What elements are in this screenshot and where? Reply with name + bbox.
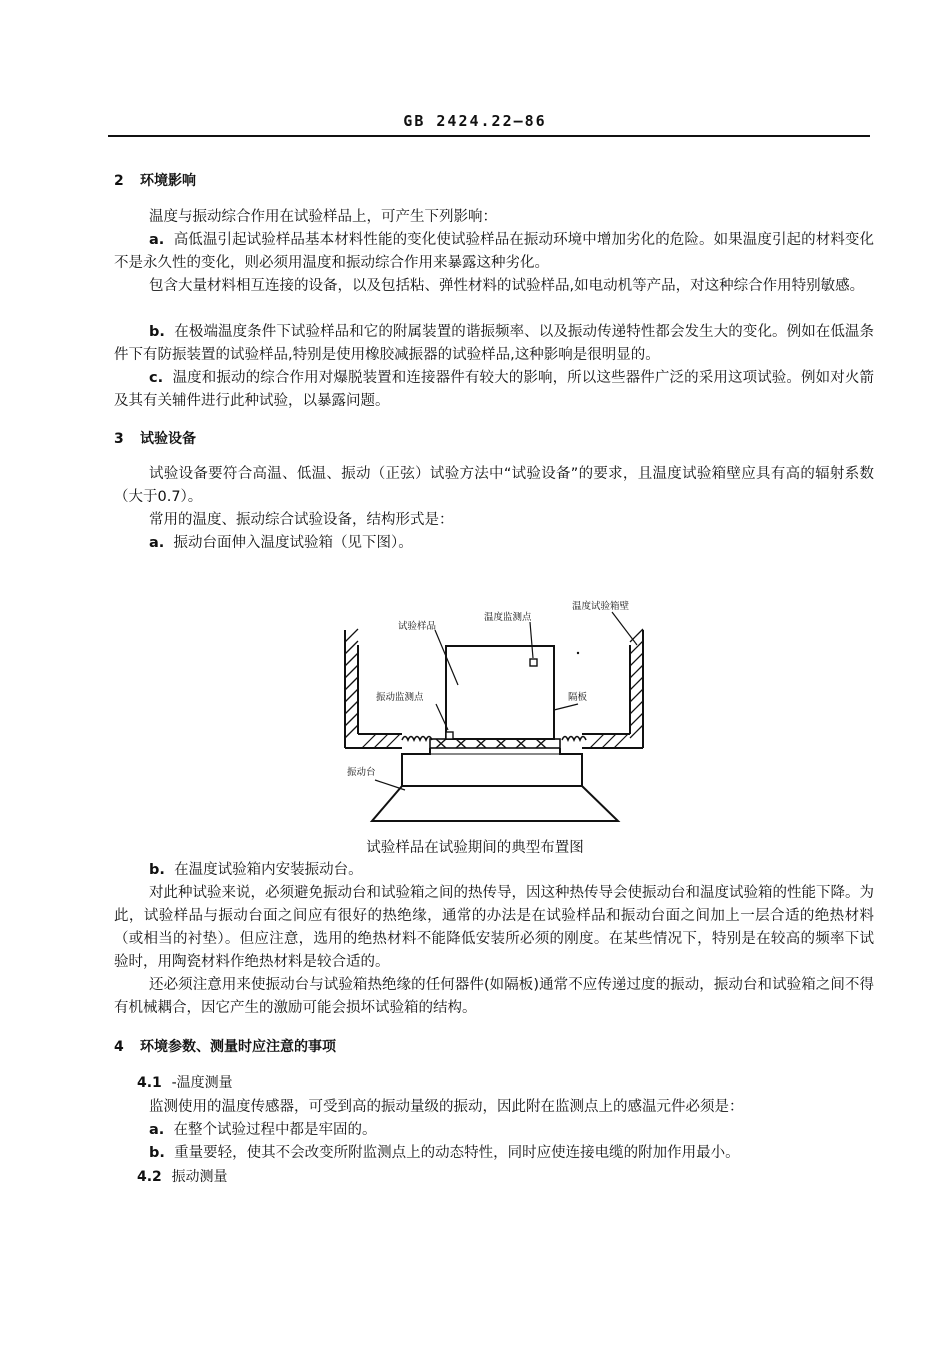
- figure-caption: 试验样品在试验期间的典型布置图: [366, 840, 584, 856]
- partition-seal-right: [562, 737, 586, 741]
- section-2-intro: 温度与振动综合作用在试验样品上，可产生下列影响：: [149, 209, 497, 225]
- temperature-monitor-point: [530, 659, 537, 666]
- item-label: c.: [149, 370, 164, 386]
- chamber-wall-left: [345, 629, 358, 748]
- section-4-1-item-b: [114, 1142, 874, 1165]
- section-3-para-3: 对此种试验来说，必须避免振动台和试验箱之间的热传导，因这种热传导会使振动台和温度试验箱的性能下降。为此，试验样品与振动台面之间应有很好的热绝缘，通常的办法是在试验样品和振动台面之间加上一层合适的绝热材料（或相当的衬垫）。但应注意，选用的绝热材料不能降低安装所必须的刚度。在某些情况下，特别是在较高的频率下试验时，用陶瓷材料作绝热材料是较合适的。: [114, 885, 874, 970]
- section-3-item-b: [114, 859, 874, 882]
- section-4-1-intro: 监测使用的温度传感器，可受到高的振动量级的振动，因此附在监测点上的感温元件必须是：: [149, 1099, 744, 1115]
- label-vib-point: 振动监测点: [376, 692, 424, 703]
- section-2-item-a: [114, 229, 874, 275]
- standard-header: GB 2424.22—86: [403, 112, 547, 130]
- item-text: 在温度试验箱内安装振动台。: [174, 862, 363, 878]
- label-temp-point: 温度监测点: [484, 612, 532, 623]
- chamber-wall-right: [630, 629, 643, 748]
- header-rule: [108, 135, 870, 137]
- section-title: 环境影响: [140, 173, 196, 189]
- section-number: 3: [114, 431, 124, 447]
- vibration-monitor-point: [446, 732, 453, 739]
- item-text: 温度和振动的综合作用对爆脱装置和连接器件有较大的影响，所以这些器件广泛的采用这项试验。例如对火箭及其有关辅件进行此种试验，以暴露问题。: [114, 370, 874, 409]
- item-text: 在整个试验过程中都是牢固的。: [173, 1122, 377, 1138]
- section-3-para-2: 常用的温度、振动综合试验设备，结构形式是：: [149, 512, 454, 528]
- section-4-2-heading: [137, 1166, 837, 1189]
- item-label: b.: [149, 1145, 165, 1161]
- subsection-title: 振动测量: [171, 1169, 228, 1185]
- partition-seal-left: [402, 737, 432, 741]
- vibration-table: [372, 748, 618, 821]
- section-3-para-1: 试验设备要符合高温、低温、振动（正弦）试验方法中“试验设备”的要求，且温度试验箱壁应具有高的辐射系数（大于0.7）。: [114, 466, 874, 505]
- subsection-title: -温度测量: [171, 1075, 233, 1091]
- section-title: 环境参数、测量时应注意的事项: [140, 1039, 336, 1055]
- label-partition: 隔板: [568, 692, 588, 703]
- subsection-number: 4.1: [137, 1075, 162, 1091]
- item-label: a.: [149, 232, 165, 248]
- item-label: a.: [149, 1122, 165, 1138]
- label-wall: 温度试验箱壁: [572, 601, 630, 612]
- figure-layout-diagram: [340, 590, 660, 834]
- section-3-heading: [114, 428, 874, 451]
- section-title: 试验设备: [140, 431, 196, 447]
- item-label: b.: [149, 324, 165, 340]
- section-number: 2: [114, 173, 124, 189]
- section-2-item-b: [114, 321, 874, 367]
- test-sample: [446, 646, 554, 739]
- section-2-item-c: [114, 367, 874, 413]
- item-label: a.: [149, 535, 165, 551]
- item-text: 高低温引起试验样品基本材料性能的变化使试验样品在振动环境中增加劣化的危险。如果温度引起的材料变化不是永久性的变化，则必须用温度和振动综合作用来暴露这种劣化。: [114, 232, 875, 271]
- insulation-layer: [430, 739, 560, 748]
- section-3-item-a: [114, 532, 874, 555]
- section-2-heading: [114, 170, 874, 193]
- section-4-1-heading: [137, 1072, 837, 1095]
- section-3-para-4: 还必须注意用来使振动台与试验箱热绝缘的任何器件(如隔板)通常不应传递过度的振动，振动台和试验箱之间不得有机械耦合，因它产生的激励可能会损坏试验箱的结构。: [114, 977, 874, 1016]
- item-text: 重量要轻，使其不会改变所附监测点上的动态特性，同时应使连接电缆的附加作用最小。: [174, 1145, 740, 1161]
- item-text: 在极端温度条件下试验样品和它的附属装置的谐振频率、以及振动传递特性都会发生大的变化。例如在低温条件下有防振装置的试验样品,特别是使用橡胶减振器的试验样品,这种影响是很明显的。: [114, 324, 875, 363]
- section-2-item-a-extra: 包含大量材料相互连接的设备，以及包括粘、弹性材料的试验样品,如电动机等产品，对这种综合作用特别敏感。: [149, 278, 865, 294]
- section-number: 4: [114, 1039, 124, 1055]
- item-label: b.: [149, 862, 165, 878]
- section-4-heading: [114, 1036, 874, 1059]
- item-text: 振动台面伸入温度试验箱（见下图）。: [173, 535, 413, 551]
- label-table: 振动台: [347, 767, 376, 778]
- subsection-number: 4.2: [137, 1169, 162, 1185]
- section-4-1-item-a: [114, 1119, 874, 1142]
- label-sample: 试验样品: [398, 621, 437, 632]
